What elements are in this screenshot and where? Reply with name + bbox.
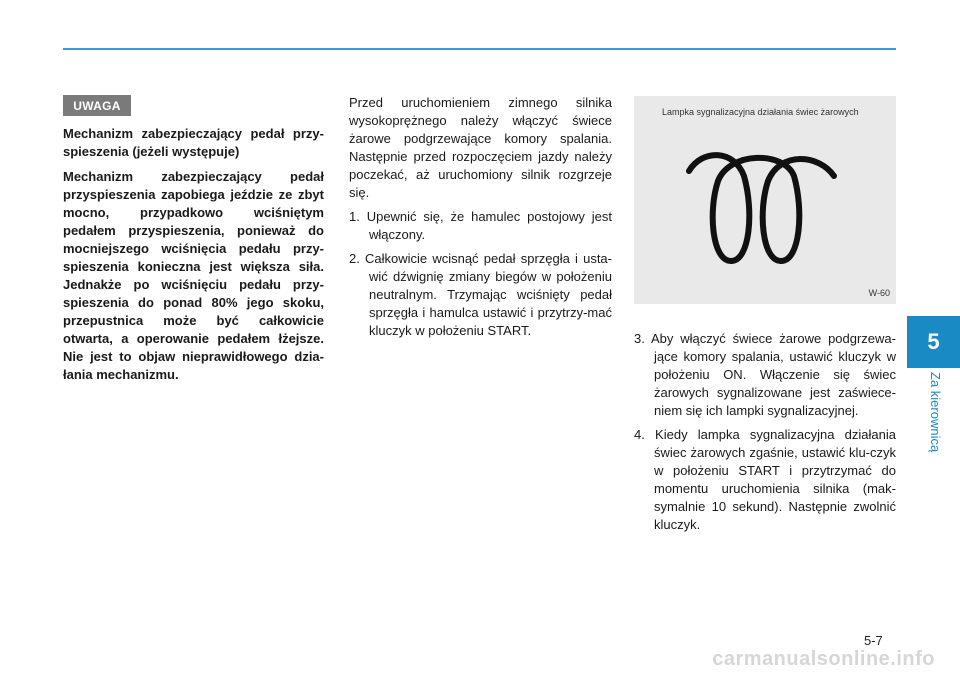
page-number: 5-7 (864, 633, 883, 648)
glow-plug-indicator-icon (634, 96, 896, 304)
watermark: carmanualsonline.info (712, 648, 935, 670)
chapter-title: Za kierownicą (928, 372, 943, 453)
warning-badge: UWAGA (63, 95, 131, 116)
warning-column (63, 125, 324, 391)
warning-body: Mechanizm zabezpieczający pedał przyspieszenia zapobiega jeździe ze zbyt mocno, przypadkowo wciśniętym pedałem przyspieszenia, ponieważ do mocniejszego wciśnięcia pedału przy-spieszenia konieczna jest większa siła. Jednakże po wciśnięciu pedału przy-spieszenia do ponad 80% jego skoku, przepustnica może być całkowicie otwarta, a operowanie pedałem łżejsze. Nie jest to objaw nieprawidłowego dzia-łania mechanizmu. (63, 169, 324, 382)
warning-heading: Mechanizm zabezpieczający pedał przy-spieszenia (jeżeli występuje) (63, 126, 324, 159)
step-4: 4. Kiedy lampka sygnalizacyjna działania świec żarowych zgaśnie, ustawić klu-czyk w położeniu START i przytrzymać do momentu uruchomienia silnika (mak-symalnie 10 sekund). Następnie zwolnić kluczyk. (634, 427, 896, 532)
chapter-number-tab[interactable]: 5 (907, 316, 960, 368)
intro-paragraph: Przed uruchomieniem zimnego silnika wysokoprężnego należy włączyć świece żarowe podgrzewające komory spalania. Następnie przed rozpoczęciem jazdy należy poczekać, aż uruchomiony silnik rozgrzeje się. (349, 95, 612, 200)
instructions-column (349, 94, 612, 346)
figure-code: W-60 (868, 288, 890, 298)
step-2: 2. Całkowicie wcisnąć pedał sprzęgła i usta-wić dźwignię zmiany biegów w położeniu neutralnym. Trzymając wciśnięty pedał sprzęgła i hamulca ustawić i przytrzy-mać kluczyk w położeniu START. (349, 251, 612, 338)
steps-continued (634, 330, 896, 540)
figure-caption: Lampka sygnalizacyjna działania świec żarowych (662, 107, 859, 117)
top-rule (63, 48, 896, 50)
step-3: 3. Aby włączyć świece żarowe podgrzewa-jące komory spalania, ustawić kluczyk w położeniu ON. Włączenie się świec żarowych sygnalizowane jest zaświece-niem się ich lampki sygnalizacyjnej. (634, 331, 896, 418)
glow-plug-figure (634, 96, 896, 304)
step-1: 1. Upewnić się, że hamulec postojowy jest włączony. (349, 209, 612, 242)
